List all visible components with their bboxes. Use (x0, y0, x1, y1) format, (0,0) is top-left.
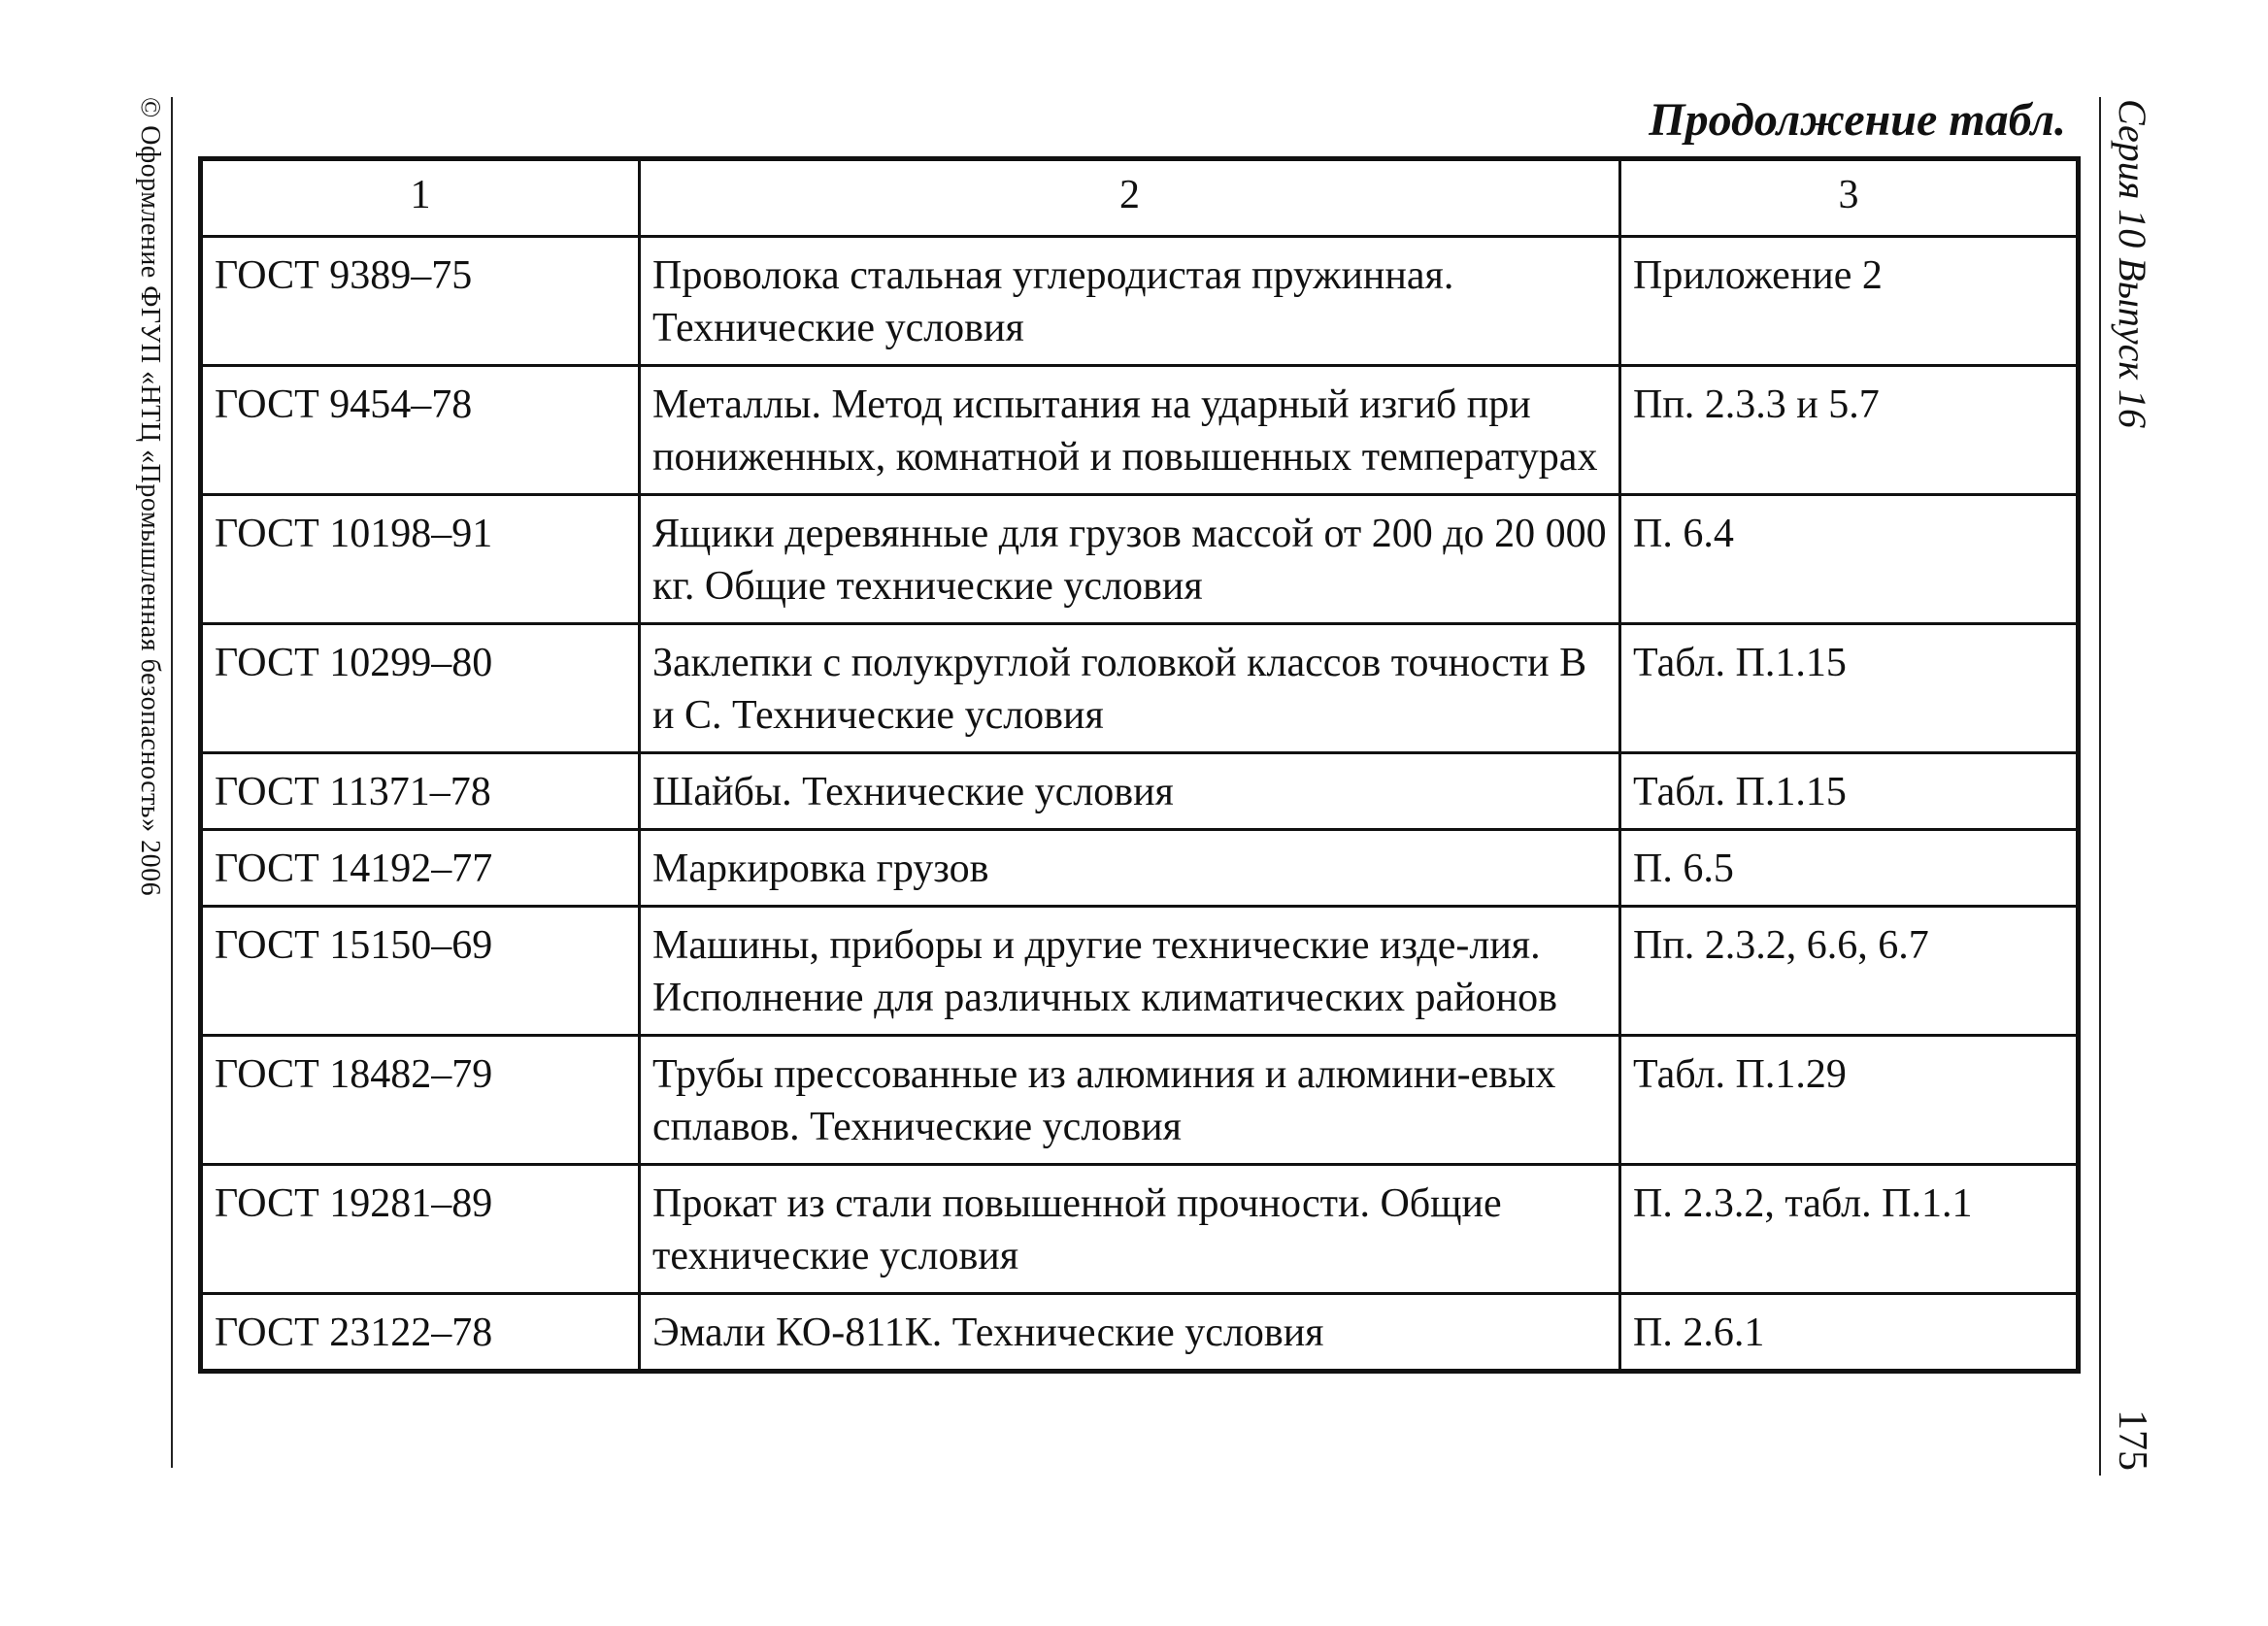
standard-title: Эмали КО-811К. Технические условия (640, 1294, 1620, 1372)
series-header: Серия 10 Выпуск 16 (2111, 99, 2154, 429)
column-header: 1 (201, 159, 640, 237)
standard-title: Металлы. Метод испытания на ударный изгиб при пониженных, комнатной и повышенных температурах (640, 366, 1620, 495)
standard-code: ГОСТ 10299–80 (201, 624, 640, 753)
standard-code: ГОСТ 11371–78 (201, 753, 640, 830)
publisher-imprint: © Оформление ФГУП «НТЦ «Промышленная безопасность» 2006 (135, 97, 165, 897)
right-margin-rule (2099, 97, 2101, 1476)
table-continuation-caption: Продолжение табл. (1649, 94, 2066, 146)
standard-reference: Табл. П.1.29 (1620, 1036, 2079, 1165)
table-row (201, 907, 2079, 1036)
standard-title: Маркировка грузов (640, 830, 1620, 907)
standard-title: Ящики деревянные для грузов массой от 200 до 20 000 кг. Общие технические условия (640, 495, 1620, 624)
standard-reference: Табл. П.1.15 (1620, 624, 2079, 753)
column-header: 2 (640, 159, 1620, 237)
standard-code: ГОСТ 19281–89 (201, 1165, 640, 1294)
table-row (201, 237, 2079, 366)
table-row (201, 495, 2079, 624)
standard-title: Машины, приборы и другие технические изде-лия. Исполнение для различных климатических районов (640, 907, 1620, 1036)
standard-title: Прокат из стали повышенной прочности. Общие технические условия (640, 1165, 1620, 1294)
standards-table (198, 156, 2081, 1374)
table-row (201, 830, 2079, 907)
standard-title: Заклепки с полукруглой головкой классов точности В и С. Технические условия (640, 624, 1620, 753)
standard-code: ГОСТ 15150–69 (201, 907, 640, 1036)
table-row (201, 1036, 2079, 1165)
table-row (201, 753, 2079, 830)
table-header-row (201, 159, 2079, 237)
table-row (201, 366, 2079, 495)
standard-reference: Пп. 2.3.3 и 5.7 (1620, 366, 2079, 495)
standard-code: ГОСТ 9389–75 (201, 237, 640, 366)
standard-reference: П. 6.5 (1620, 830, 2079, 907)
standard-title: Трубы прессованные из алюминия и алюмини-евых сплавов. Технические условия (640, 1036, 1620, 1165)
standard-reference: Приложение 2 (1620, 237, 2079, 366)
standard-title: Проволока стальная углеродистая пружинная. Технические условия (640, 237, 1620, 366)
page-number: 175 (2110, 1410, 2154, 1471)
standard-reference: П. 6.4 (1620, 495, 2079, 624)
standard-code: ГОСТ 10198–91 (201, 495, 640, 624)
standard-code: ГОСТ 23122–78 (201, 1294, 640, 1372)
left-margin-rule (171, 97, 173, 1468)
table-row (201, 1294, 2079, 1372)
table-row (201, 1165, 2079, 1294)
standard-reference: Пп. 2.3.2, 6.6, 6.7 (1620, 907, 2079, 1036)
standard-code: ГОСТ 14192–77 (201, 830, 640, 907)
standard-reference: П. 2.3.2, табл. П.1.1 (1620, 1165, 2079, 1294)
standard-code: ГОСТ 9454–78 (201, 366, 640, 495)
standard-title: Шайбы. Технические условия (640, 753, 1620, 830)
table-row (201, 624, 2079, 753)
standard-reference: П. 2.6.1 (1620, 1294, 2079, 1372)
standard-reference: Табл. П.1.15 (1620, 753, 2079, 830)
column-header: 3 (1620, 159, 2079, 237)
standard-code: ГОСТ 18482–79 (201, 1036, 640, 1165)
